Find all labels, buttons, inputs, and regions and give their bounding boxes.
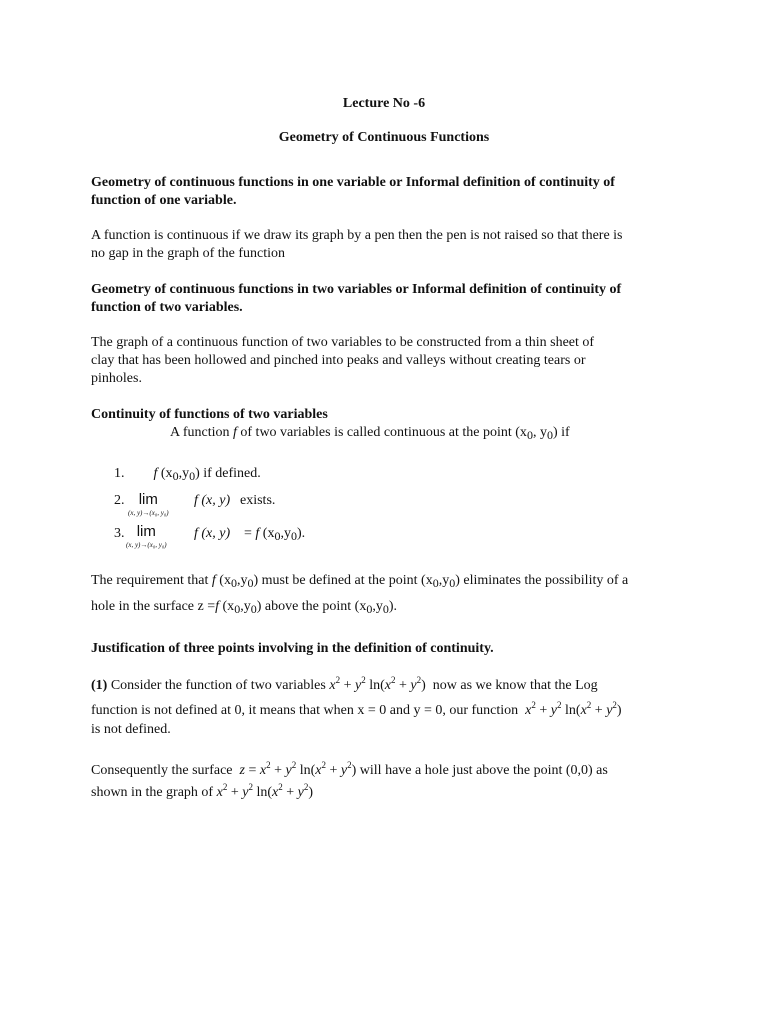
section1-body-line2: no gap in the graph of the function — [91, 246, 286, 261]
paragraph1-line2: function is not defined at 0, it means that when x = 0 and y = 0, our function $x^2 + y^2$ $\ln(x^2 + y^2)$ — [91, 700, 622, 718]
log-expression: $x^2 + y^2$ $\ln(x^2 + y^2)$ — [216, 782, 314, 800]
section3-heading: Continuity of functions of two variables — [91, 407, 328, 422]
log-expression: $x^2 + y^2$ $\ln(x^2 + y^2)$ — [329, 675, 426, 693]
condition-2-tail: exists. — [240, 493, 276, 508]
page-title: Geometry of Continuous Functions — [278, 130, 490, 145]
paragraph1-line1: (1) Consider the function of two variables $x^2 + y^2$ $\ln(x^2 + y^2)$ now as we know that the Log — [91, 675, 598, 693]
section2-body-line3: pinholes. — [91, 371, 142, 386]
section1-heading-line2: function of one variable. — [91, 193, 237, 208]
section2-body-line2: clay that has been hollowed and pinched into peaks and valleys without creating tears or — [91, 353, 586, 368]
condition-2-expression: f (x, y) — [194, 493, 231, 508]
condition-3-limit: lim (x, y)→(x₀, y₀) — [126, 523, 167, 549]
surface-equation: $z = x^2 + y^2$ $\ln(x^2 + y^2)$ — [239, 760, 357, 778]
condition-2-limit: lim (x, y)→(x₀, y₀) — [128, 491, 169, 517]
lecture-number: Lecture No -6 — [342, 96, 426, 111]
section2-heading-line2: function of two variables. — [91, 300, 243, 315]
requirement-line2: hole in the surface z =f $(x_0,y_0)$ above the point $(x_0,y_0)$. — [91, 599, 397, 616]
log-expression: $x^2 + y^2$ $\ln(x^2 + y^2)$ — [525, 700, 622, 718]
paragraph2-line1: Consequently the surface $z = x^2 + y^2$ $\ln(x^2 + y^2)$ will have a hole just above the point (0,0) as — [91, 760, 608, 778]
condition-2: 2. — [114, 493, 125, 508]
paragraph1-line3: is not defined. — [91, 722, 171, 737]
paragraph2-line2: shown in the graph of $x^2 + y^2$ $\ln(x^2 + y^2)$ — [91, 782, 314, 800]
section1-body-line1: A function is continuous if we draw its graph by a pen then the pen is not raised so that there is — [91, 228, 623, 243]
section4-heading: Justification of three points involving in the definition of continuity. — [91, 641, 494, 656]
requirement-line1: The requirement that f $(x_0,y_0)$ must be defined at the point $(x_0,y_0)$ eliminates the possibility of a — [91, 573, 629, 590]
section1-heading-line1: Geometry of continuous functions in one variable or Informal definition of continuity of — [91, 175, 615, 190]
section2-body-line1: The graph of a continuous function of two variables to be constructed from a thin sheet of — [91, 335, 595, 350]
section3-intro: A function f of two variables is called continuous at the point ($x_0$, $y_0$) if — [170, 425, 570, 442]
condition-1: 1. f $(x_0,y_0)$ if defined. — [114, 466, 261, 483]
condition-3-rhs: = f $(x_0,y_0)$. — [244, 526, 306, 543]
condition-3: 3. — [114, 526, 125, 541]
section2-heading-line1: Geometry of continuous functions in two variables or Informal definition of continuity of — [91, 282, 622, 297]
condition-3-expression: f (x, y) — [194, 526, 231, 541]
